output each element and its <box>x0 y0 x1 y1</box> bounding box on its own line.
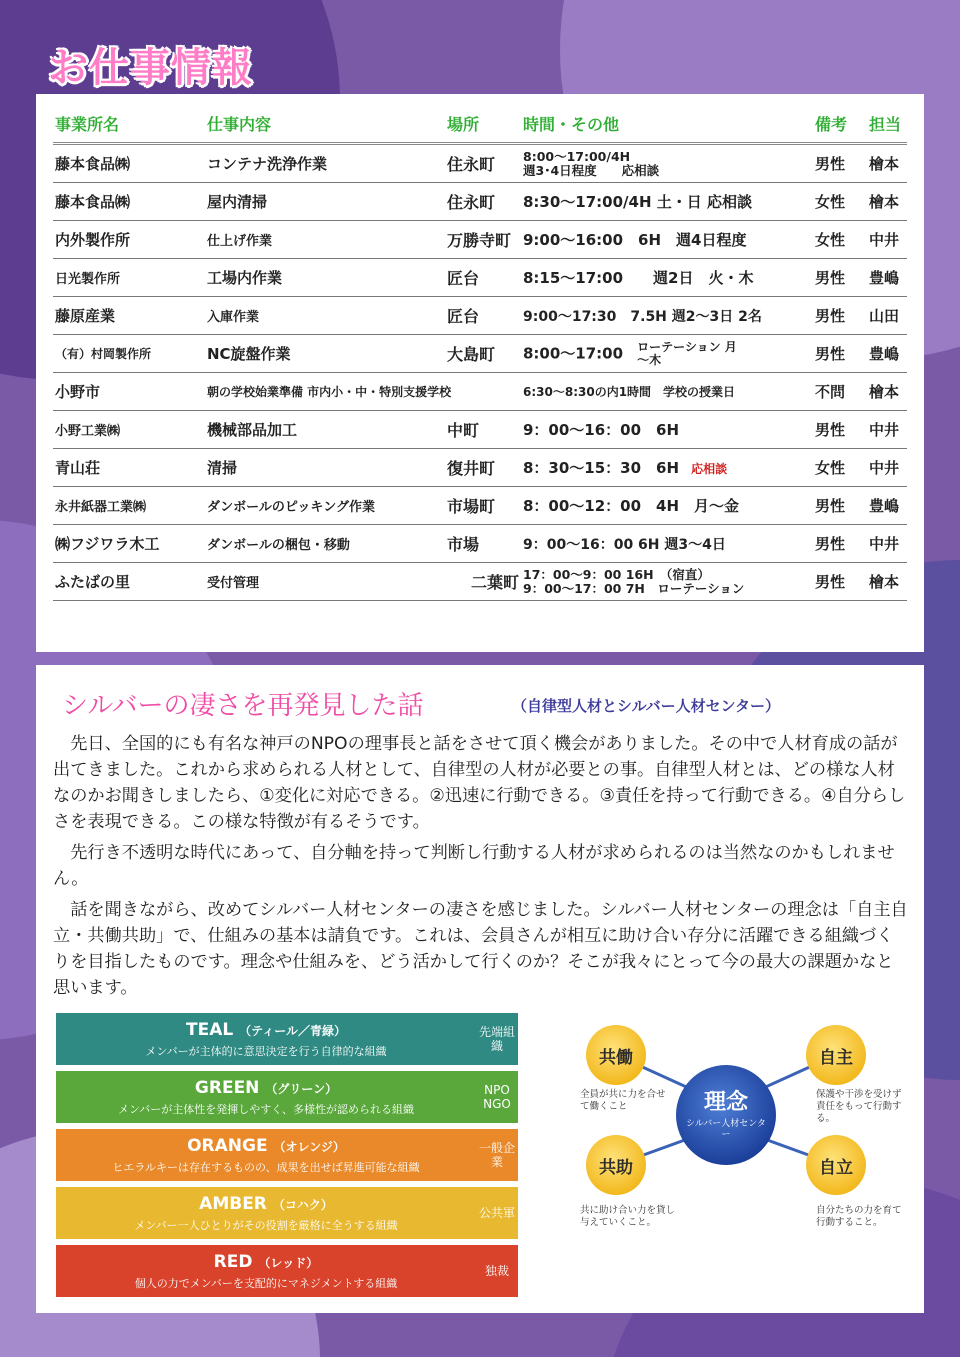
header-time: 時間・その他 <box>521 104 813 144</box>
row-place: 住永町 <box>445 144 521 183</box>
row-time: 9:00～17:30 7.5H 週2～3日 2名 <box>521 297 813 335</box>
story-title: シルバーの凄さを再発見した話 <box>62 691 424 721</box>
story-paragraph: 話を聞きながら、改めてシルバー人材センターの凄さを感じました。シルバー人材センターの理念は「自主自立・共働共助」で、仕組みの基本は請負です。これは、会員さんが相互に助け合い存分に活躍できる組織づくりを目指したものです。理念や仕組みを、どう活かして行くのか？そこが我々にとって今の最大の課題かなと思います。 <box>53 900 908 998</box>
row-staff: 檜本 <box>867 144 907 183</box>
row-staff: 中井 <box>867 221 907 259</box>
row-note: 男性 <box>813 563 867 601</box>
jishu-note: 保護や干渉を受けず責任をもって行動する。 <box>816 1089 902 1124</box>
row-staff: 檜本 <box>867 183 907 221</box>
row-staff: 豊嶋 <box>867 259 907 297</box>
header-staff: 担当 <box>867 104 907 144</box>
row-note: 男性 <box>813 525 867 563</box>
header-note: 備考 <box>813 104 867 144</box>
kyojo-label: 共助 <box>599 1157 633 1178</box>
tier-red: RED （レッド） 個人の力でメンバーを支配的にマネジメントする組織 独裁 <box>56 1245 518 1297</box>
story-body <box>53 731 909 1006</box>
row-time: 17：00～9：00 16H （宿直） 9：00～17：00 7H ローテーション <box>521 563 813 601</box>
row-note: 男性 <box>813 259 867 297</box>
row-note: 女性 <box>813 221 867 259</box>
row-company: 小野工業㈱ <box>53 411 205 449</box>
center-label: 理念 シルバー人材センター <box>686 1090 766 1140</box>
row-staff: 山田 <box>867 297 907 335</box>
row-time: 8：00～12：00 4H 月～金 <box>521 487 813 525</box>
row-place: 市場 <box>445 525 521 563</box>
row-staff: 檜本 <box>867 373 907 411</box>
row-note: 男性 <box>813 487 867 525</box>
jiritsu-note: 自分たちの力を育て行動すること。 <box>816 1205 902 1228</box>
table-row <box>53 411 907 449</box>
row-place: 万勝寺町 <box>445 221 521 259</box>
tier-green: GREEN （グリーン） メンバーが主体性を発揮しやすく、多様性が認められる組織 NPO NGO <box>56 1071 518 1123</box>
tier-amber: AMBER （コハク） メンバー一人ひとりがその役割を厳格に全うする組織 公共軍 <box>56 1187 518 1239</box>
row-company: ふたばの里 <box>53 563 205 601</box>
table-row <box>53 144 907 183</box>
table-row <box>53 221 907 259</box>
row-work: 朝の学校始業準備 市内小・中・特別支援学校 <box>205 373 521 411</box>
row-note: 男性 <box>813 297 867 335</box>
table-row <box>53 183 907 221</box>
jishu-label: 自主 <box>819 1047 853 1068</box>
row-staff: 豊嶋 <box>867 335 907 373</box>
row-company: ㈱フジワラ木工 <box>53 525 205 563</box>
row-staff: 中井 <box>867 411 907 449</box>
row-note: 男性 <box>813 335 867 373</box>
row-work: ダンボールの梱包・移動 <box>205 525 445 563</box>
row-note: 男性 <box>813 411 867 449</box>
row-place: 匠台 <box>445 259 521 297</box>
row-note: 男性 <box>813 144 867 183</box>
row-company: 藤本食品㈱ <box>53 144 205 183</box>
row-note: 女性 <box>813 449 867 487</box>
kyodo-label: 共働 <box>599 1047 633 1068</box>
jobs-panel <box>36 94 924 652</box>
table-row <box>53 449 907 487</box>
table-row <box>53 563 907 601</box>
organization-tiers <box>56 1013 518 1303</box>
header-company: 事業所名 <box>53 104 205 144</box>
tier-teal: TEAL （ティール／青緑） メンバーが主体的に意思決定を行う自律的な組織 先端組織 <box>56 1013 518 1065</box>
row-place: 匠台 <box>445 297 521 335</box>
row-staff: 檜本 <box>867 563 907 601</box>
row-staff: 豊嶋 <box>867 487 907 525</box>
row-time: 8：30～15：30 6H 応相談 <box>521 449 813 487</box>
row-work: 入庫作業 <box>205 297 445 335</box>
row-note: 女性 <box>813 183 867 221</box>
row-time: 9:00～16:00 6H 週4日程度 <box>521 221 813 259</box>
row-company: 小野市 <box>53 373 205 411</box>
table-header-row <box>53 104 907 144</box>
row-note: 不問 <box>813 373 867 411</box>
row-company: 青山荘 <box>53 449 205 487</box>
table-row <box>53 373 907 411</box>
row-work: 屋内清掃 <box>205 183 445 221</box>
philosophy-diagram <box>536 1015 916 1265</box>
row-time: 8:30～17:00/4H 土・日 応相談 <box>521 183 813 221</box>
page-title: お仕事情報 <box>48 45 253 91</box>
table-row <box>53 525 907 563</box>
table-row <box>53 335 907 373</box>
row-time: 8:00～17:00/4H 週3･4日程度 応相談 <box>521 144 813 183</box>
table-row <box>53 487 907 525</box>
jobs-table <box>53 104 907 601</box>
row-work: 清掃 <box>205 449 445 487</box>
row-company: 藤本食品㈱ <box>53 183 205 221</box>
row-time: 9：00～16：00 6H 週3～4日 <box>521 525 813 563</box>
jiritsu-label: 自立 <box>819 1157 853 1178</box>
table-row <box>53 259 907 297</box>
row-work: 機械部品加工 <box>205 411 445 449</box>
kyodo-note: 全員が共に力を合せて働くこと <box>580 1089 666 1112</box>
story-panel <box>36 665 924 1313</box>
row-time: 9：00～16：00 6H <box>521 411 813 449</box>
header-place: 場所 <box>445 104 521 144</box>
row-time: 6:30～8:30の内1時間 学校の授業日 <box>521 373 813 411</box>
row-work: コンテナ洗浄作業 <box>205 144 445 183</box>
row-work: ダンボールのピッキング作業 <box>205 487 445 525</box>
table-row <box>53 297 907 335</box>
row-company: 永井紙器工業㈱ <box>53 487 205 525</box>
row-time: 8:00～17:00 ローテーション 月～木 <box>521 335 813 373</box>
row-staff: 中井 <box>867 449 907 487</box>
row-place: 二葉町 <box>445 563 521 601</box>
row-company: 内外製作所 <box>53 221 205 259</box>
row-staff: 中井 <box>867 525 907 563</box>
story-subtitle: （自律型人材とシルバー人材センター） <box>512 697 780 715</box>
row-place: 復井町 <box>445 449 521 487</box>
story-paragraph: 先行き不透明な時代にあって、自分軸を持って判断し行動する人材が求められるのは当然なのかもしれません。 <box>53 843 895 889</box>
tier-orange: ORANGE （オレンジ） ヒエラルキーは存在するものの、成果を出せば昇進可能な組織 一般企業 <box>56 1129 518 1181</box>
row-place: 住永町 <box>445 183 521 221</box>
row-work: 工場内作業 <box>205 259 445 297</box>
row-company: （有）村岡製作所 <box>53 335 205 373</box>
row-time: 8:15～17:00 週2日 火・木 <box>521 259 813 297</box>
row-work: 受付管理 <box>205 563 445 601</box>
header-work: 仕事内容 <box>205 104 445 144</box>
row-company: 藤原産業 <box>53 297 205 335</box>
row-place: 市場町 <box>445 487 521 525</box>
row-work: 仕上げ作業 <box>205 221 445 259</box>
row-work: NC旋盤作業 <box>205 335 445 373</box>
row-company: 日光製作所 <box>53 259 205 297</box>
row-place: 中町 <box>445 411 521 449</box>
row-place: 大島町 <box>445 335 521 373</box>
kyojo-note: 共に助け合い力を貸し与えていくこと。 <box>580 1205 676 1228</box>
story-paragraph: 先日、全国的にも有名な神戸のNPOの理事長と話をさせて頂く機会がありました。その中で人材育成の話が出てきました。これから求められる人材として、自律型の人材が必要との事。自律型人材とは、どの様な人材なのかお聞きしましたら、①変化に対応できる。②迅速に行動できる。③責任を持って行動できる。④自分らしさを表現できる。この様な特徴が有るそうです。 <box>53 734 906 832</box>
